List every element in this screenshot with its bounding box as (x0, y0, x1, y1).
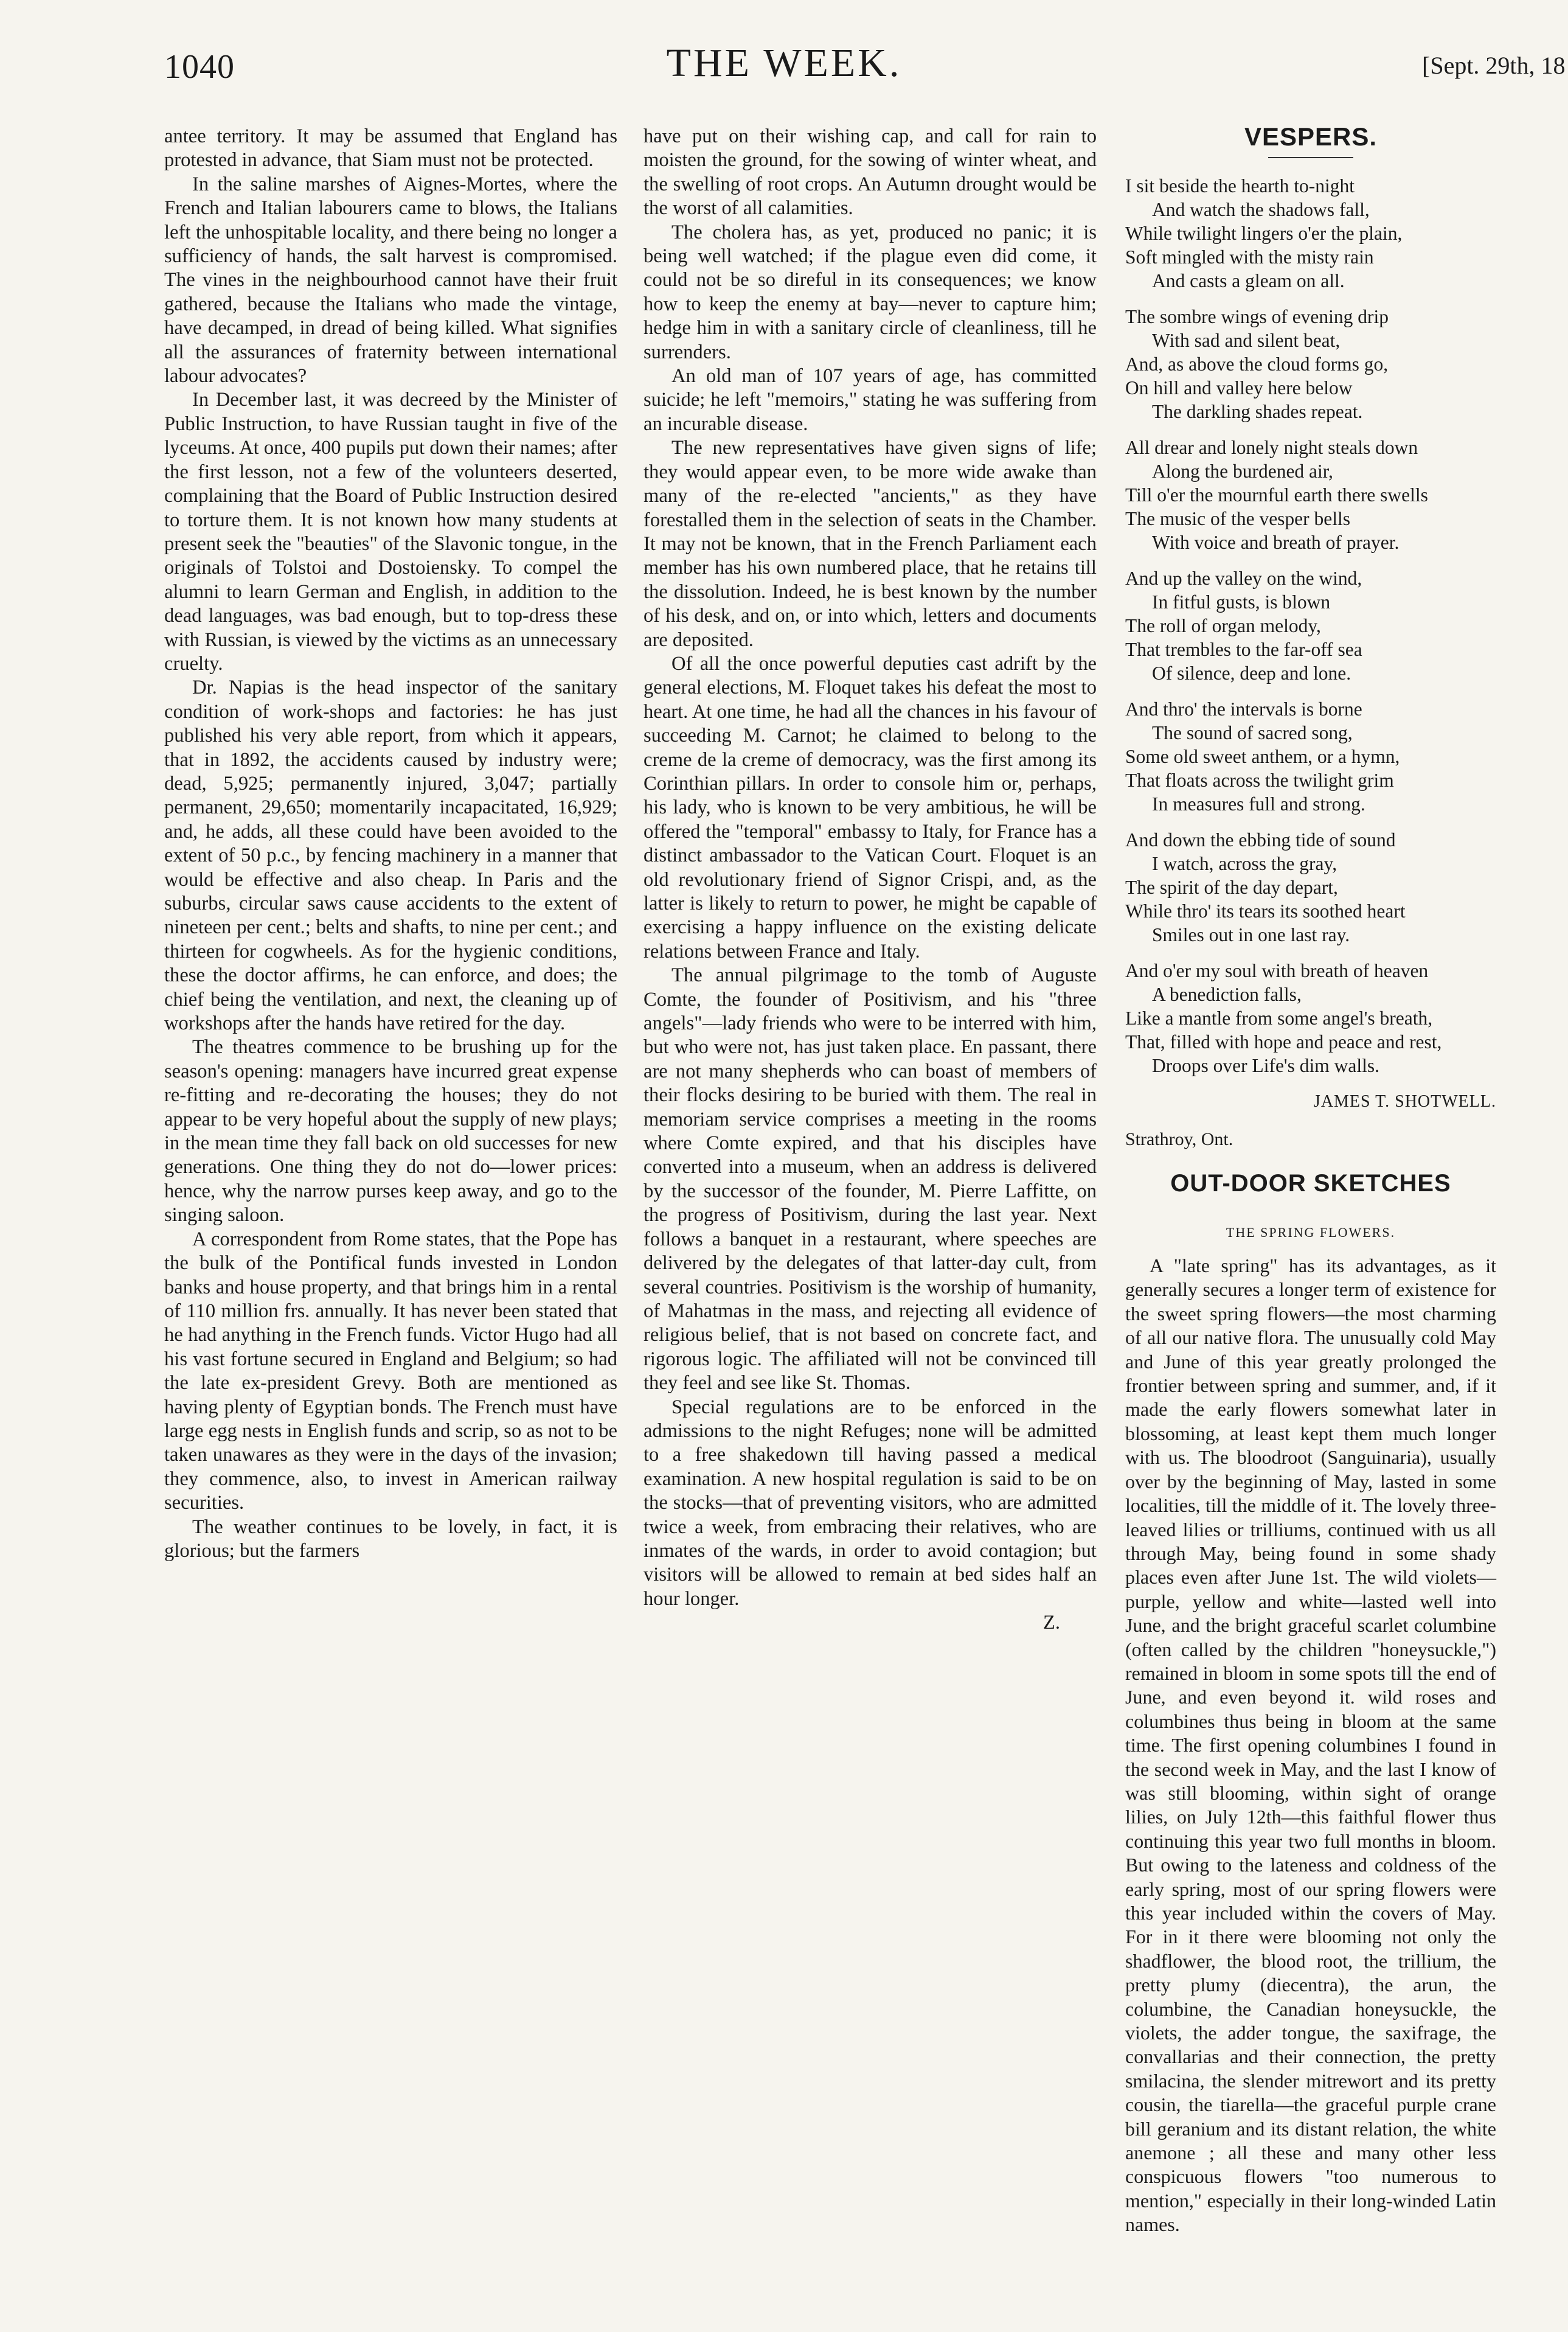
sketch-body (1125, 1254, 1496, 2237)
poem-line: Of silence, deep and lone. (1152, 663, 1351, 684)
issue-date: [Sept. 29th, 18 (1422, 52, 1566, 79)
poem-line: The spirit of the day depart, (1125, 877, 1338, 899)
poem-line: The sound of sacred song, (1152, 722, 1353, 744)
poem-line: And o'er my soul with breath of heaven (1125, 960, 1429, 982)
paragraph: The annual pilgrimage to the tomb of Auguste Comte, the founder of Positivism, and his "three angels"—lady friends who were to be interred with him, but who were not, has just taken place. En passant, there are not many shepherds who can boast of members of their flocks desiring to be buried with them. The real in memoriam service comprises a meeting in the rooms where Comte expired, and that his disciples have converted into a museum, when an address is delivered by the successor of the founder, M. Pierre Laffitte, on the progress of Positivism, during the last year. Next follows a banquet in a restaurant, where speeches are delivered by the delegates of that latter-day cult, from several countries. Positivism is the worship of humanity, of Mahatmas in the mass, and rejecting all evidence of religious belief, that is not based on concrete fact, and rigorous logic. The affiliated will not be convinced till they feel and see like St. Thomas. (644, 964, 1097, 1394)
paragraph: In the saline marshes of Aignes-Mortes, where the French and Italian labourers came to blows, the Italians left the unhospitable locality, and there being no longer a sufficiency of hands, the salt harvest is compromised. The vines in the neighbourhood cannot have their fruit gathered, because the Italians who made the vintage, have decamped, in dread of being killed. What signifies all the assurances of fraternity between international labour advocates? (164, 173, 617, 388)
poem-line: All drear and lonely night steals down (1125, 437, 1418, 459)
poem-line: That floats across the twilight grim (1125, 770, 1394, 792)
poem-line: And casts a gleam on all. (1152, 270, 1345, 292)
poem-stanza (1125, 174, 1496, 293)
poem-line: Droops over Life's dim walls. (1152, 1055, 1379, 1077)
poem-line: That, filled with hope and peace and rest, (1125, 1031, 1442, 1053)
paragraph: The weather continues to be lovely, in fact, it is glorious; but the farmers (164, 1516, 617, 1562)
poem-line: Till o'er the mournful earth there swells (1125, 484, 1428, 506)
poem-line: And, as above the cloud forms go, (1125, 353, 1389, 375)
poem-place: Strathroy, Ont. (1125, 1129, 1233, 1149)
page-number: 1040 (164, 48, 235, 86)
poem-line: The sombre wings of evening drip (1125, 306, 1389, 328)
poem-line: And watch the shadows fall, (1152, 199, 1370, 221)
poem-line: I sit beside the hearth to-night (1125, 175, 1355, 197)
poem-line: With sad and silent beat, (1152, 330, 1341, 352)
poem-line: Soft mingled with the misty rain (1125, 246, 1374, 268)
poem-line: The music of the vesper bells (1125, 508, 1351, 530)
poem-line: In measures full and strong. (1152, 793, 1365, 815)
paragraph: Of all the once powerful deputies cast adrift by the general elections, M. Floquet takes his defeat the most to heart. At one time, he had all the chances in his favour of succeeding M. Carnot; he claimed to belong to the creme de la creme of democracy, was the first among its Corinthian pillars. In order to console him or, perhaps, his lady, who is known to be very ambitious, he will be offered the "temporal" embassy to Italy, for France has a distinct ambassador to the Vatican Court. Floquet is an old revolutionary friend of Signor Crispi, and, as the latter is likely to return to power, he might be capable of exercising a happy influence on the existing delicate relations between France and Italy. (644, 652, 1097, 962)
poem-line: Along the burdened air, (1152, 461, 1333, 482)
section-subtitle: THE SPRING FLOWERS. (1226, 1224, 1396, 1240)
poem-line: That trembles to the far-off sea (1125, 639, 1362, 661)
column-2 (644, 125, 1097, 1635)
masthead: THE WEEK. (666, 41, 902, 85)
poem-stanza (1125, 436, 1496, 554)
section-title: OUT-DOOR SKETCHES (1170, 1170, 1451, 1197)
poem-line: Smiles out in one last ray. (1152, 924, 1350, 946)
paragraph: A "late spring" has its advantages, as it generally secures a longer term of existence for the sweet spring flowers—the most charming of all our native flora. The unusually cold May and June of this year greatly prolonged the frontier between spring and summer, and, if it made the early flowers somewhat later in blossoming, at least kept them much longer with us. The bloodroot (Sanguinaria), usually over by the beginning of May, lasted in some localities, till the middle of it. The lovely three-leaved lilies or trilliums, continued with us all through May, being found in some shady places even after June 1st. The wild violets—purple, yellow and white—lasted well into June, and the bright graceful scarlet columbine (often called by the children "honeysuckle,") remained in bloom in some spots till the end of June, and even beyond it. wild roses and columbines thus being in bloom at the same time. The first opening columbines I found in the second week in May, and the last I know of was still blooming, within sight of orange lilies, on July 12th—this faithful flower thus continuing this year two full months in bloom. But owing to the lateness and coldness of the early spring, most of our spring flowers were this year included within the covers of May. For in it there were blooming not only the shadflower, the blood root, the trillium, the pretty plumy (diecentra), the arun, the columbine, the Canadian honeysuckle, the violets, the adder tongue, the saxifrage, the convallarias and their connection, the pretty smilacina, the slender mitrewort and its pretty cousin, the tiarella—the graceful purple crane bill geranium and its distant relation, the white anemone ; all these and many other less conspicuous flowers "too numerous to mention," especially in their long-winded Latin names. (1125, 1255, 1496, 2236)
poem-line: Some old sweet anthem, or a hymn, (1125, 746, 1400, 768)
poem-line: On hill and valley here below (1125, 377, 1353, 399)
paragraph: The theatres commence to be brushing up for the season's opening: managers have incurred great expense re-fitting and re-decorating the houses; they do not appear to be very hopeful about the supply of new plays; in the mean time they fall back on old successes for new generations. One thing they do not do—lower prices: hence, why the narrow purses keep away, and go to the singing saloon. (164, 1036, 617, 1227)
poem-author: JAMES T. SHOTWELL. (1313, 1092, 1496, 1112)
poem-line: While twilight lingers o'er the plain, (1125, 223, 1403, 245)
paragraph: An old man of 107 years of age, has committed suicide; he left "memoirs," stating he was suffering from an incurable disease. (644, 365, 1097, 435)
poem-body (1125, 174, 1496, 1077)
column-3 (1125, 122, 1496, 2237)
poem-line: With voice and breath of prayer. (1152, 532, 1400, 554)
poem-title: VESPERS. (1244, 122, 1378, 151)
poem-line: While thro' its tears its soothed heart (1125, 900, 1406, 922)
poem-line: And thro' the intervals is borne (1125, 698, 1362, 720)
paragraph: Special regulations are to be enforced in the admissions to the night Refuges; none will be admitted to a free shakedown till having passed a medical examination. A new hospital regulation is said to be on the stocks—that of preventing visitors, who are admitted twice a week, from embracing their relatives, who are inmates of the wards, in order to avoid contagion; but visitors will be allowed to remain at bed sides half an hour longer. (644, 1396, 1097, 1610)
poem-stanza (1125, 959, 1496, 1077)
paragraph: The new representatives have given signs of life; they would appear even, to be more wide awake than many of the re-elected "ancients," as they have forestalled them in the selection of seats in the Chamber. It may not be known, that in the French Parliament each member has his own numbered place, that he retains till the dissolution. Indeed, he is best known by the number of his desk, and on, or into which, letters and documents are deposited. (644, 437, 1097, 651)
paragraph: The cholera has, as yet, produced no panic; it is being well watched; if the plague even did come, it could not be so direful in its consequences; we know how to keep the enemy at bay—never to capture him; hedge him in with a sanitary circle of cleanliness, till he surrenders. (644, 221, 1097, 363)
article-signature: Z. (1042, 1612, 1060, 1634)
poem-stanza (1125, 697, 1496, 816)
paragraph: A correspondent from Rome states, that the Pope has the bulk of the Pontifical funds invested in London banks and house property, and that brings him in a rental of 110 million frs. annually. It has never been stated that he had anything in the French funds. Victor Hugo had all his vast fortune secured in England and Belgium; so had the late ex-president Grevy. Both are mentioned as having plenty of Egyptian bonds. The French must have large egg nests in English funds and scrip, so as not to be taken unawares as they were in the days of the invasion; they commence, also, to invest in American railway securities. (164, 1228, 617, 1514)
page-header (0, 0, 1568, 91)
poem-stanza (1125, 305, 1496, 423)
poem-line: A benediction falls, (1152, 984, 1302, 1006)
poem-stanza (1125, 828, 1496, 947)
poem-line: And down the ebbing tide of sound (1125, 829, 1396, 851)
poem-line: The darkling shades repeat. (1152, 401, 1363, 423)
paragraph: Dr. Napias is the head inspector of the sanitary condition of work-shops and factories: he has just published his very able report, from which it appears, that in 1892, the accidents caused by industry were; dead, 5,925; permanently injured, 3,047; partially permanent, 29,650; momentarily incapacitated, 16,929; and, he adds, all these could have been avoided to the extent of 50 p.c., by fencing machinery in a manner that would be effective and also cheap. In Paris and the suburbs, circular saws cause accidents to the extent of nineteen per cent.; belts and shafts, to nine per cent.; and thirteen for cogwheels. As for the hygienic conditions, these the doctor affirms, he can enforce, and does; the chief being the ventilation, and next, the cleaning up of workshops after the hands have retired for the day. (164, 677, 617, 1035)
poem-stanza (1125, 566, 1496, 685)
paragraph: In December last, it was decreed by the Minister of Public Instruction, to have Russian taught in five of the lyceums. At once, 400 pupils put down their names; after the first lesson, not a few of the volunteers deserted, complaining that the Board of Public Instruction desired to torture them. It is not known how many students at present seek the "beauties" of the Slavonic tongue, in the originals of Tolstoi and Dostoiensky. To compel the alumni to learn German and English, in addition to the dead languages, was bad enough, but to top-dress these with Russian, is viewed by the victims as an unnecessary cruelty. (164, 389, 617, 675)
poem-line: Like a mantle from some angel's breath, (1125, 1008, 1433, 1029)
title-rule (1268, 157, 1353, 158)
column-1 (164, 125, 617, 1563)
poem-line: And up the valley on the wind, (1125, 568, 1362, 590)
paragraph: have put on their wishing cap, and call for rain to moisten the ground, for the sowing of winter wheat, and the swelling of root crops. An Autumn drought would be the worst of all calamities. (644, 125, 1097, 220)
poem-line: In fitful gusts, is blown (1152, 591, 1331, 613)
poem-line: I watch, across the gray, (1152, 853, 1337, 875)
paragraph: antee territory. It may be assumed that England has protested in advance, that Siam must not be protected. (164, 125, 617, 172)
poem-line: The roll of organ melody, (1125, 615, 1321, 637)
